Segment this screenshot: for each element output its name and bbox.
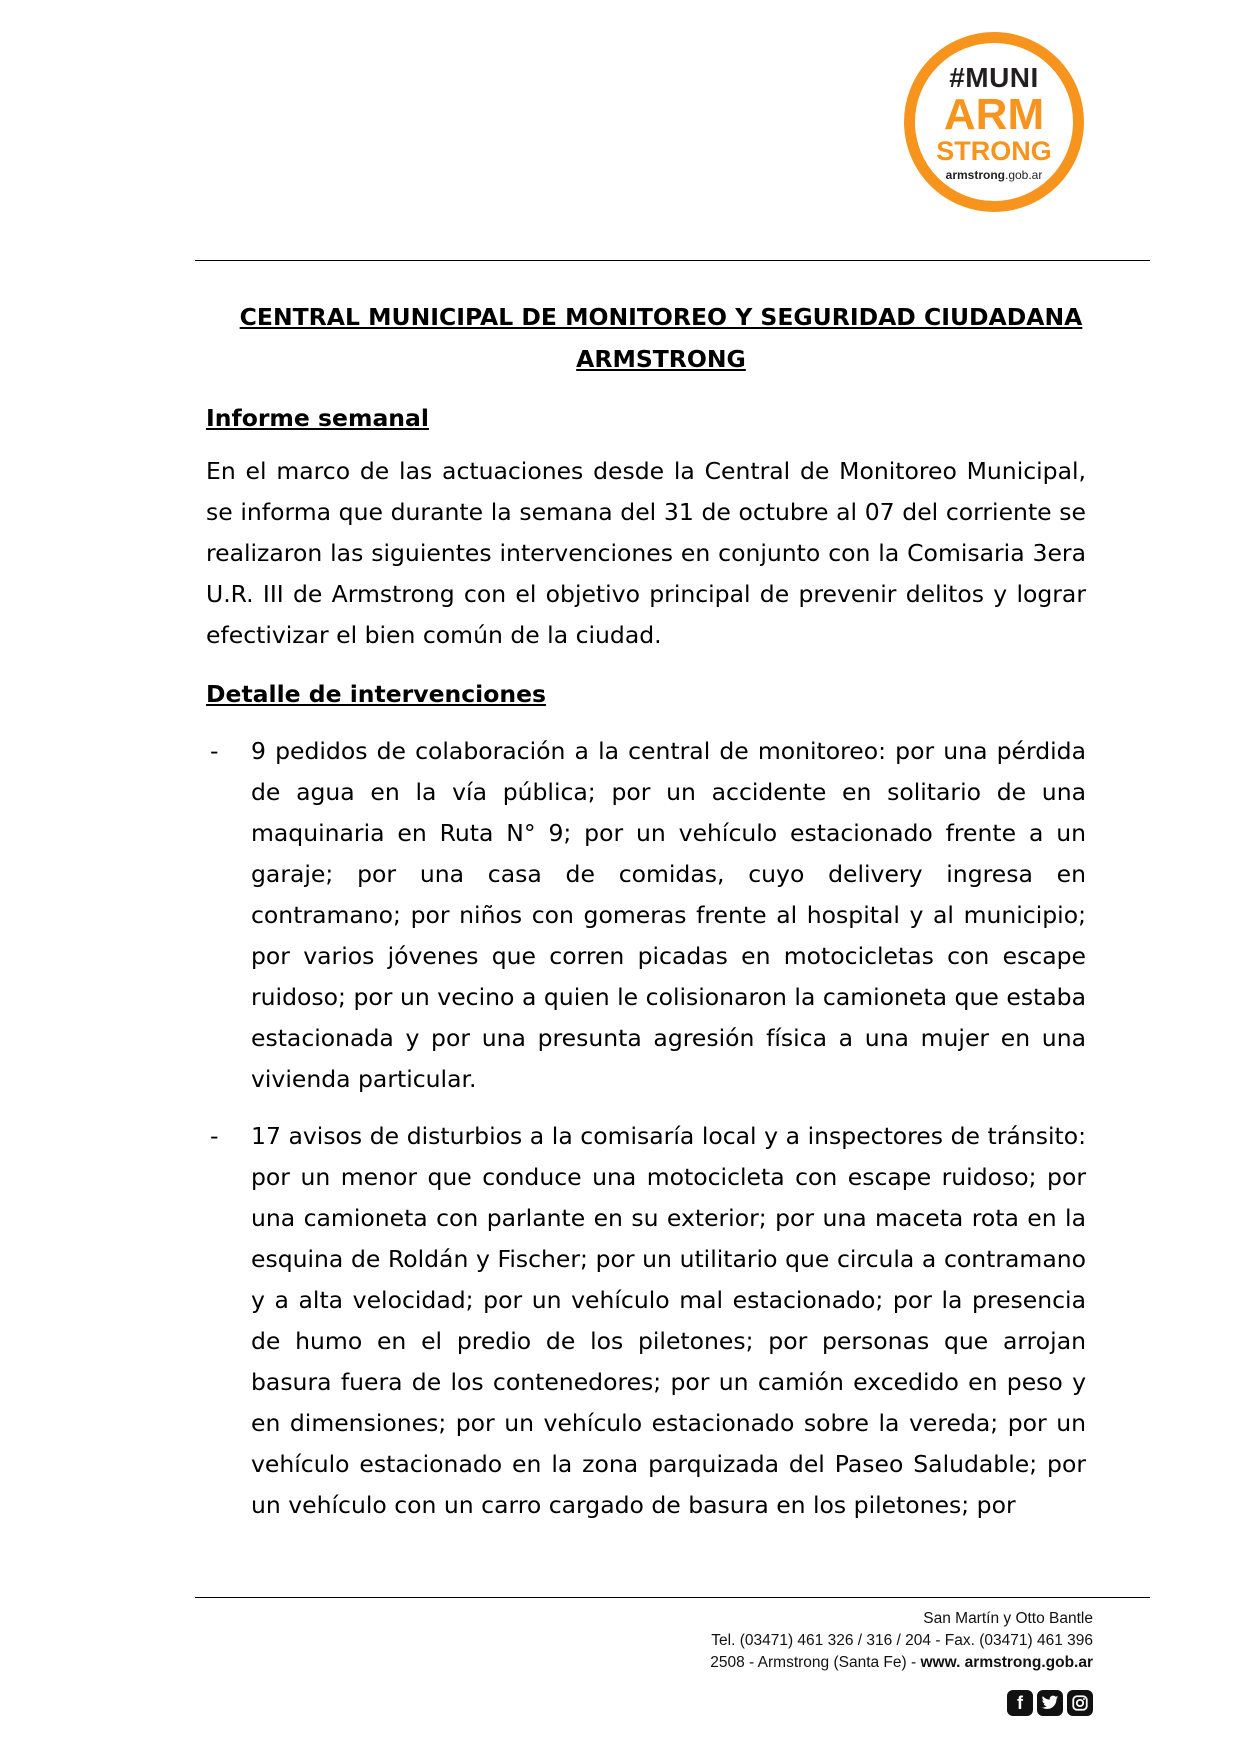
list-item-text: 9 pedidos de colaboración a la central de monitoreo: por una pérdida de agua en la vía pública; por un accidente en solitario de una maquinaria en Ruta N° 9; por un vehículo estacionado frente a un garaje; por una casa de comidas, cuyo delivery ingresa en contramano; por niños con gomeras frente al hospital y al municipio; por varios jóvenes que corren picadas en motocicletas con escape ruidoso; por un vecino a quien le colisionaron la camioneta que estaba estacionada y por una presunta agresión física a una mujer en una vivienda particular. (251, 737, 1086, 1093)
footer-address: San Martín y Otto Bantle (923, 1610, 1093, 1627)
footer-city-line (710, 1652, 1093, 1674)
logo-line-arm: ARM (943, 89, 1045, 139)
footer-contact (710, 1608, 1093, 1674)
header-divider (195, 260, 1150, 261)
interventions-list (206, 731, 1086, 1526)
logo-line-muni: #MUNI (949, 61, 1039, 93)
footer-phones: Tel. (03471) 461 326 / 316 / 204 - Fax. (03471) 461 396 (711, 1632, 1093, 1649)
list-item-text: 17 avisos de disturbios a la comisaría local y a inspectores de tránsito: por un menor que conduce una motocicleta con escape ruidoso; por una camioneta con parlante en su exterior; por una maceta rota en la esquina de Roldán y Fischer; por un utilitario que circula a contramano y a alta velocidad; por un vehículo mal estacionado; por la presencia de humo en el predio de los piletones; por personas que arrojan basura fuera de los contenedores; por un camión excedido en peso y en dimensiones; por un vehículo estacionado sobre la vereda; por un vehículo estacionado en la zona parquizada del Paseo Saludable; por un vehículo con un carro cargado de basura en los piletones; por (251, 1122, 1086, 1519)
municipality-logo (904, 32, 1084, 212)
bullet-marker: - (210, 1122, 219, 1150)
title-line-2: ARMSTRONG (576, 345, 746, 373)
document-title (206, 296, 1086, 380)
instagram-icon[interactable] (1067, 1690, 1093, 1716)
section-heading-detalle: Detalle de intervenciones (206, 680, 547, 708)
footer-divider (195, 1597, 1150, 1598)
list-item (206, 731, 1086, 1100)
list-item (206, 1116, 1086, 1526)
twitter-icon[interactable] (1037, 1690, 1063, 1716)
intro-paragraph: En el marco de las actuaciones desde la Central de Monitoreo Municipal, se informa que durante la semana del 31 de octubre al 07 del corriente se realizaron las siguientes intervenciones en conjunto con la Comisaria 3era U.R. III de Armstrong con el objetivo principal de prevenir delitos y lograr efectivizar el bien común de la ciudad. (206, 457, 1086, 649)
logo-line-strong: STRONG (936, 135, 1052, 166)
logo-domain-rest: .gob.ar (1004, 167, 1043, 182)
section-heading-informe: Informe semanal (206, 404, 429, 432)
bullet-marker: - (210, 737, 219, 765)
document-body (206, 296, 1086, 1542)
title-line-1: CENTRAL MUNICIPAL DE MONITOREO Y SEGURIDAD CIUDADANA (239, 303, 1083, 331)
footer-city: 2508 - Armstrong (Santa Fe) - (710, 1654, 921, 1671)
social-icons (1007, 1690, 1093, 1716)
footer-website: www. armstrong.gob.ar (920, 1654, 1093, 1671)
logo-domain (946, 169, 1043, 181)
logo-domain-bold: armstrong (945, 167, 1005, 182)
facebook-icon[interactable]: f (1007, 1690, 1033, 1716)
